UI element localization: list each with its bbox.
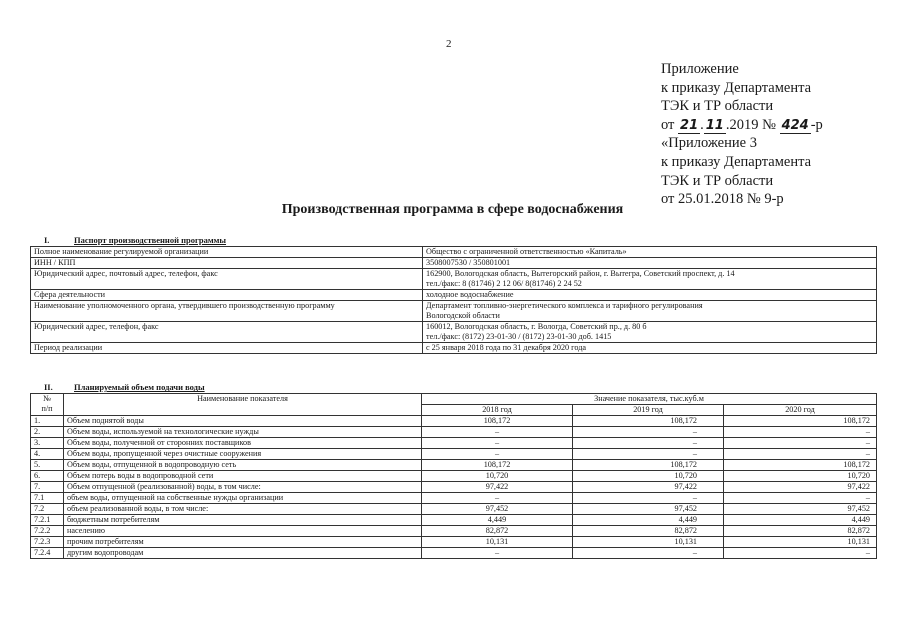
row-indicator-name: Объем воды, полученной от сторонних поставщиков [64,438,422,449]
row-value: 4,449 [573,515,724,526]
volume-row [31,504,877,515]
header-year: 2019 год [573,405,724,416]
header-year: 2020 год [724,405,877,416]
passport-value [423,322,877,343]
handwritten-month: 11 [705,117,724,133]
passport-label: Период реализации [31,343,423,354]
handwritten-day: 21 [680,117,699,133]
row-value: 10,131 [724,537,877,548]
passport-label: Юридический адрес, телефон, факс [31,322,423,343]
row-value: 4,449 [422,515,573,526]
passport-label: Юридический адрес, почтовый адрес, телефон, факс [31,269,423,290]
row-number: 7.2.3 [31,537,64,548]
volume-row [31,427,877,438]
section-heading-volume [44,382,205,392]
appendix-block [661,60,823,209]
row-value: – [724,548,877,559]
row-number: 5. [31,460,64,471]
volume-row [31,460,877,471]
row-value: 97,422 [573,482,724,493]
handwritten-order-number: 424 [781,117,809,133]
appendix-line: Приложение [661,61,739,77]
volume-row [31,548,877,559]
row-value: – [724,427,877,438]
header-year: 2018 год [422,405,573,416]
row-value: 97,422 [724,482,877,493]
section-heading-passport [44,235,226,245]
appendix-line: от 25.01.2018 № 9-р [661,191,784,208]
appendix-date-line: от 21 . 11 .2019 № 424 -р [661,116,823,133]
passport-value [423,269,877,290]
passport-value [423,247,877,258]
passport-value-line: тел./факс: 8 (81746) 2 12 06/ 8(81746) 2 24 52 [426,279,582,288]
row-value: – [724,493,877,504]
row-value: 82,872 [573,526,724,537]
passport-value-line: холодное водоснабжение [426,290,514,299]
row-indicator-name: Объем воды, пропущенной через очистные сооружения [64,449,422,460]
volume-row [31,482,877,493]
passport-value-line: с 25 января 2018 года по 31 декабря 2020 года [426,343,586,352]
passport-value-line: Вологодской области [426,311,500,320]
row-number: 3. [31,438,64,449]
row-value: 10,131 [422,537,573,548]
date-prefix: от [661,116,675,133]
row-indicator-name: Объем потерь воды в водопроводной сети [64,471,422,482]
row-value: – [573,438,724,449]
passport-table [30,246,877,354]
row-indicator-name: объем воды, отпущенной на собственные нужды организации [64,493,422,504]
row-value: 10,720 [422,471,573,482]
passport-label: Полное наименование регулируемой организации [31,247,423,258]
row-value: – [422,493,573,504]
row-value: – [422,427,573,438]
volume-table [30,393,877,559]
row-value: 108,172 [724,460,877,471]
volume-row [31,493,877,504]
header-no-line: № [43,394,51,403]
appendix-line: к приказу Департамента [661,79,812,96]
row-value: 4,449 [724,515,877,526]
passport-value-line: Общество с ограниченной ответственностью «Капиталь» [426,247,627,256]
row-value: 108,172 [573,416,724,427]
row-number: 1. [31,416,64,427]
passport-row [31,322,877,343]
passport-value-line: 3508007530 / 350801001 [426,258,511,267]
row-indicator-name: Объем воды, отпущенной в водопроводную сеть [64,460,422,471]
section-title: Паспорт производственной программы [74,235,227,245]
volume-row [31,416,877,427]
header-value: Значение показателя, тыс.куб.м [422,394,877,405]
row-number: 7.2.4 [31,548,64,559]
row-number: 7.2 [31,504,64,515]
volume-row [31,471,877,482]
appendix-line: ТЭК и ТР области [661,172,774,189]
passport-row [31,301,877,322]
row-number: 2. [31,427,64,438]
passport-row [31,290,877,301]
row-indicator-name: населению [64,526,422,537]
row-value: 10,131 [573,537,724,548]
row-value: – [573,548,724,559]
row-indicator-name: Объем воды, используемой на технологические нужды [64,427,422,438]
order-suffix: -р [810,116,823,133]
passport-value [423,258,877,269]
row-value: – [422,449,573,460]
header-no-line: п/п [41,404,53,413]
passport-row [31,258,877,269]
row-value: 108,172 [422,460,573,471]
row-indicator-name: другим водопроводам [64,548,422,559]
volume-row [31,526,877,537]
passport-label: ИНН / КПП [31,258,423,269]
row-indicator-name: бюджетным потребителям [64,515,422,526]
row-indicator-name: прочим потребителям [64,537,422,548]
page-number: 2 [446,38,452,50]
row-value: 10,720 [573,471,724,482]
header-no [31,394,64,416]
passport-row [31,343,877,354]
appendix-line: к приказу Департамента [661,153,812,170]
document-title: Производственная программа в сфере водоснабжения [281,202,624,217]
passport-value-line: тел./факс: (8172) 23-01-30 / (8172) 23-01-30 доб. 1415 [426,332,612,341]
passport-value-line: 160012, Вологодская область, г. Вологда, Советский пр., д. 80 б [426,322,647,331]
row-value: – [422,548,573,559]
row-value: 97,452 [422,504,573,515]
row-value: 108,172 [422,416,573,427]
row-value: – [724,449,877,460]
volume-row [31,438,877,449]
row-number: 7.2.1 [31,515,64,526]
row-value: 82,872 [422,526,573,537]
passport-value [423,290,877,301]
row-number: 6. [31,471,64,482]
passport-label: Сфера деятельности [31,290,423,301]
passport-label: Наименование уполномоченного органа, утвердившего производственную программу [31,301,423,322]
section-number: I. [44,235,50,245]
section-number: II. [44,382,53,392]
row-value: 10,720 [724,471,877,482]
passport-row [31,269,877,290]
row-value: – [422,438,573,449]
row-indicator-name: Объем поднятой воды [64,416,422,427]
volume-row [31,449,877,460]
passport-value-line: 162900, Вологодская область, Вытегорский район, г. Вытегра, Советский проспект, д. 14 [426,269,735,278]
row-value: 82,872 [724,526,877,537]
volume-row [31,537,877,548]
row-value: – [573,449,724,460]
row-number: 7.2.2 [31,526,64,537]
row-value: 108,172 [724,416,877,427]
appendix-line: «Приложение 3 [661,135,757,152]
appendix-line: ТЭК и ТР области [661,98,774,115]
row-value: – [573,493,724,504]
volume-row [31,515,877,526]
row-value: 97,452 [724,504,877,515]
row-value: 108,172 [573,460,724,471]
row-number: 7.1 [31,493,64,504]
passport-value [423,301,877,322]
date-year: .2019 № [725,116,776,133]
row-value: – [573,427,724,438]
row-indicator-name: Объем отпущенной (реализованной) воды, в том числе: [64,482,422,493]
row-value: 97,422 [422,482,573,493]
row-number: 4. [31,449,64,460]
passport-row [31,247,877,258]
row-indicator-name: объем реализованной воды, в том числе: [64,504,422,515]
passport-value [423,343,877,354]
header-name: Наименование показателя [64,394,422,416]
section-title: Планируемый объем подачи воды [74,382,205,392]
passport-value-line: Департамент топливно-энергетического комплекса и тарифного регулирования [426,301,703,310]
row-number: 7. [31,482,64,493]
row-value: – [724,438,877,449]
row-value: 97,452 [573,504,724,515]
